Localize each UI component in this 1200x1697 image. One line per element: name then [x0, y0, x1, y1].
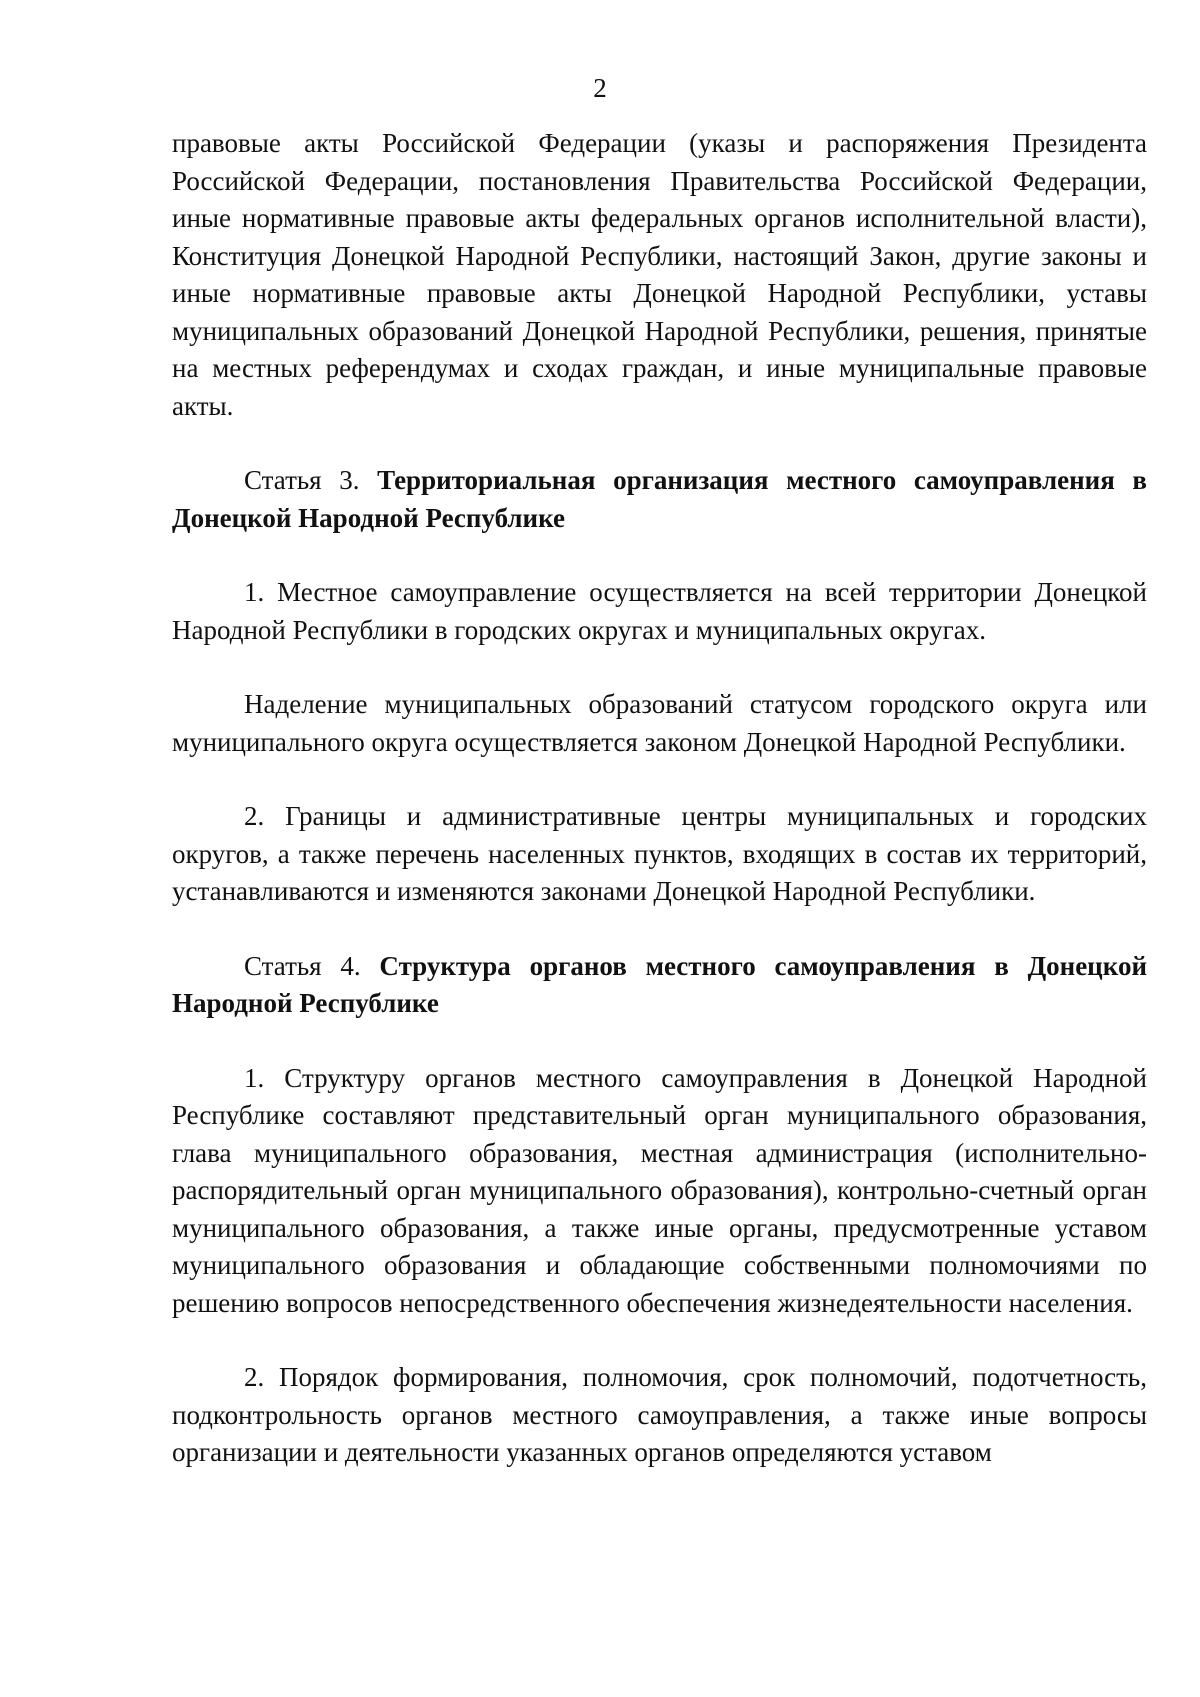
paragraph-continuation: правовые акты Российской Федерации (указы и распоряжения Президента Российской Федерации, постановления Правительства Российской Федерации, иные нормативные правовые акты федеральных органов исполнительной власти), Конституция Донецкой Народной Республики, настоящий Закон, другие законы и иные нормативные правовые акты Донецкой Народной Республики, уставы муниципальных образований Донецкой Народной Республики, решения, принятые на местных референдумах и сходах граждан, и иные муниципальные правовые акты. — [172, 128, 1147, 421]
article-4-paragraph-2: 2. Порядок формирования, полномочия, срок полномочий, подотчетность, подконтрольность органов местного самоуправления, а также иные вопросы организации и деятельности указанных органов определяются уставом — [172, 1362, 1147, 1467]
article-3-label: Статья 3. — [244, 465, 360, 495]
article-4-label: Статья 4. — [244, 950, 361, 981]
article-3-paragraph-1b: Наделение муниципальных образований статусом городского округа или муниципального округа осуществляется законом Донецкой Народной Республики. — [172, 689, 1147, 757]
article-4-paragraph-1: 1. Структуру органов местного самоуправления в Донецкой Народной Республике составляют представительный орган муниципального образования, глава муниципального образования, местная администрация (исполнительно-распорядительный орган муниципального образования), контрольно-счетный орган муниципального образования, а также иные органы, предусмотренные уставом муниципального образования и обладающие собственными полномочиями по решению вопросов непосредственного обеспечения жизнедеятельности населения. — [172, 1062, 1147, 1318]
document-body — [172, 125, 1147, 1472]
article-4-heading — [172, 948, 1147, 1023]
page-number: 2 — [593, 73, 607, 103]
article-3-paragraph-1: 1. Местное самоуправление осуществляется на всей территории Донецкой Народной Республики в городских округах и муниципальных округах. — [172, 577, 1147, 645]
article-3-title: Территориальная организация местного самоуправления в Донецкой Народной Республике — [172, 465, 1148, 533]
article-4-title: Структура органов местного самоуправления в Донецкой Народной Республике — [172, 950, 1148, 1018]
article-3-paragraph-2: 2. Границы и административные центры муниципальных и городских округов, а также перечень населенных пунктов, входящих в состав их территорий, устанавливаются и изменяются законами Донецкой Народной Республики. — [172, 801, 1147, 906]
article-3-heading — [172, 462, 1147, 537]
